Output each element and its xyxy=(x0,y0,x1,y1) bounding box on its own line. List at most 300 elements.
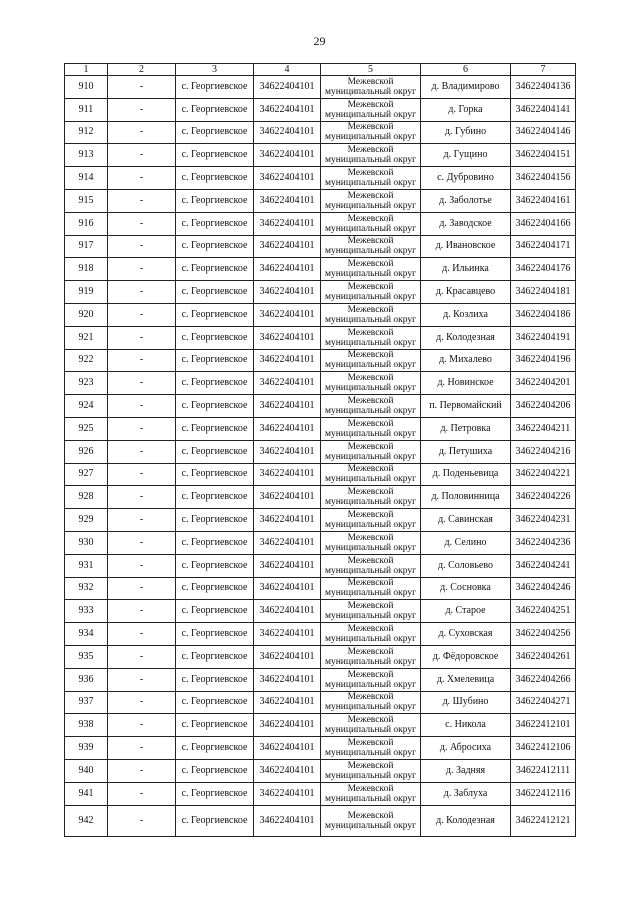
table-row xyxy=(65,645,576,668)
locality-cell: д. Селино xyxy=(421,531,511,554)
settlement-center-cell: с. Георгиевское xyxy=(176,668,254,691)
oktmo-center-cell: 34622404101 xyxy=(254,417,321,440)
municipality-type: муниципальный округ xyxy=(324,360,417,371)
settlement-center-cell: с. Георгиевское xyxy=(176,167,254,190)
oktmo-locality-cell: 34622412116 xyxy=(511,782,576,805)
municipality-cell xyxy=(321,121,421,144)
row-number-cell: 927 xyxy=(65,463,108,486)
settlement-center-cell: с. Георгиевское xyxy=(176,189,254,212)
header-row xyxy=(65,64,576,76)
column-header: 1 xyxy=(65,64,108,76)
table-row xyxy=(65,737,576,760)
locality-cell: д. Половинница xyxy=(421,486,511,509)
municipality-type: муниципальный округ xyxy=(324,451,417,462)
dash-cell: - xyxy=(108,714,176,737)
oktmo-locality-cell: 34622404231 xyxy=(511,509,576,532)
dash-cell: - xyxy=(108,395,176,418)
table-row xyxy=(65,623,576,646)
row-number-cell: 918 xyxy=(65,258,108,281)
oktmo-center-cell: 34622404101 xyxy=(254,554,321,577)
municipality-cell xyxy=(321,509,421,532)
oktmo-locality-cell: 34622404221 xyxy=(511,463,576,486)
oktmo-center-cell: 34622404101 xyxy=(254,349,321,372)
oktmo-locality-cell: 34622404251 xyxy=(511,600,576,623)
dash-cell: - xyxy=(108,691,176,714)
oktmo-center-cell: 34622404101 xyxy=(254,645,321,668)
municipality-type: муниципальный округ xyxy=(324,383,417,394)
locality-cell: д. Фёдоровское xyxy=(421,645,511,668)
municipality-cell xyxy=(321,554,421,577)
locality-cell: д. Красавцево xyxy=(421,281,511,304)
dash-cell: - xyxy=(108,645,176,668)
dash-cell: - xyxy=(108,167,176,190)
municipality-cell xyxy=(321,623,421,646)
locality-cell: д. Козлиха xyxy=(421,303,511,326)
table-row xyxy=(65,76,576,99)
row-number-cell: 912 xyxy=(65,121,108,144)
page-number: 29 xyxy=(313,34,326,48)
table-row xyxy=(65,372,576,395)
municipality-type: муниципальный округ xyxy=(324,679,417,690)
municipality-type: муниципальный округ xyxy=(324,428,417,439)
municipality-name: Межевской xyxy=(347,168,394,179)
municipality-cell xyxy=(321,167,421,190)
municipality-type: муниципальный округ xyxy=(324,520,417,531)
municipality-cell xyxy=(321,577,421,600)
oktmo-locality-cell: 34622404196 xyxy=(511,349,576,372)
oktmo-locality-cell: 34622404266 xyxy=(511,668,576,691)
municipality-type: муниципальный округ xyxy=(324,588,417,599)
row-number-cell: 924 xyxy=(65,395,108,418)
municipality-cell xyxy=(321,212,421,235)
oktmo-center-cell: 34622404101 xyxy=(254,623,321,646)
municipality-type: муниципальный округ xyxy=(324,702,417,713)
oktmo-locality-cell: 34622404151 xyxy=(511,144,576,167)
municipality-name: Межевской xyxy=(347,532,394,543)
oktmo-center-cell: 34622404101 xyxy=(254,303,321,326)
municipality-name: Межевской xyxy=(347,783,394,794)
dash-cell: - xyxy=(108,782,176,805)
dash-cell: - xyxy=(108,235,176,258)
municipality-name: Межевской xyxy=(347,396,394,407)
municipality-cell xyxy=(321,417,421,440)
dash-cell: - xyxy=(108,372,176,395)
municipality-type: муниципальный округ xyxy=(324,474,417,485)
municipality-name: Межевской xyxy=(347,76,394,87)
municipality-type: муниципальный округ xyxy=(324,497,417,508)
row-number-cell: 910 xyxy=(65,76,108,99)
settlement-center-cell: с. Георгиевское xyxy=(176,600,254,623)
municipality-type: муниципальный округ xyxy=(324,725,417,736)
table-row xyxy=(65,189,576,212)
municipality-type: муниципальный округ xyxy=(324,269,417,280)
oktmo-locality-cell: 34622404161 xyxy=(511,189,576,212)
row-number-cell: 928 xyxy=(65,486,108,509)
oktmo-locality-cell: 34622404171 xyxy=(511,235,576,258)
dash-cell: - xyxy=(108,486,176,509)
municipality-cell xyxy=(321,349,421,372)
row-number-cell: 931 xyxy=(65,554,108,577)
oktmo-center-cell: 34622404101 xyxy=(254,144,321,167)
dash-cell: - xyxy=(108,76,176,99)
oktmo-locality-cell: 34622404201 xyxy=(511,372,576,395)
settlement-center-cell: с. Георгиевское xyxy=(176,76,254,99)
column-header: 3 xyxy=(176,64,254,76)
dash-cell: - xyxy=(108,281,176,304)
municipality-cell xyxy=(321,440,421,463)
settlement-table xyxy=(64,63,576,837)
table-row xyxy=(65,417,576,440)
row-number-cell: 914 xyxy=(65,167,108,190)
table-row xyxy=(65,509,576,532)
column-header: 6 xyxy=(421,64,511,76)
row-number-cell: 937 xyxy=(65,691,108,714)
oktmo-center-cell: 34622404101 xyxy=(254,509,321,532)
oktmo-center-cell: 34622404101 xyxy=(254,714,321,737)
locality-cell: д. Задняя xyxy=(421,759,511,782)
municipality-cell xyxy=(321,805,421,836)
settlement-center-cell: с. Георгиевское xyxy=(176,235,254,258)
locality-cell: д. Суховская xyxy=(421,623,511,646)
table-row xyxy=(65,668,576,691)
municipality-cell xyxy=(321,645,421,668)
locality-cell: д. Абросиха xyxy=(421,737,511,760)
locality-cell: д. Ильинка xyxy=(421,258,511,281)
settlement-center-cell: с. Георгиевское xyxy=(176,144,254,167)
table-row xyxy=(65,440,576,463)
row-number-cell: 926 xyxy=(65,440,108,463)
oktmo-center-cell: 34622404101 xyxy=(254,737,321,760)
municipality-cell xyxy=(321,144,421,167)
oktmo-locality-cell: 34622404136 xyxy=(511,76,576,99)
row-number-cell: 933 xyxy=(65,600,108,623)
table-row xyxy=(65,714,576,737)
row-number-cell: 925 xyxy=(65,417,108,440)
table-row xyxy=(65,805,576,836)
locality-cell: д. Горка xyxy=(421,98,511,121)
municipality-type: муниципальный округ xyxy=(324,406,417,417)
municipality-cell xyxy=(321,395,421,418)
municipality-name: Межевской xyxy=(347,304,394,315)
row-number-cell: 923 xyxy=(65,372,108,395)
table-row xyxy=(65,691,576,714)
oktmo-locality-cell: 34622404261 xyxy=(511,645,576,668)
municipality-cell xyxy=(321,372,421,395)
oktmo-center-cell: 34622404101 xyxy=(254,782,321,805)
settlement-center-cell: с. Георгиевское xyxy=(176,554,254,577)
table-row xyxy=(65,486,576,509)
row-number-cell: 922 xyxy=(65,349,108,372)
municipality-cell xyxy=(321,98,421,121)
municipality-type: муниципальный округ xyxy=(324,611,417,622)
dash-cell: - xyxy=(108,509,176,532)
municipality-name: Межевской xyxy=(347,99,394,110)
settlement-center-cell: с. Георгиевское xyxy=(176,531,254,554)
table-row xyxy=(65,349,576,372)
locality-cell: д. Соловьево xyxy=(421,554,511,577)
oktmo-center-cell: 34622404101 xyxy=(254,167,321,190)
municipality-type: муниципальный округ xyxy=(324,793,417,804)
settlement-center-cell: с. Георгиевское xyxy=(176,623,254,646)
municipality-type: муниципальный округ xyxy=(324,109,417,120)
oktmo-center-cell: 34622404101 xyxy=(254,805,321,836)
dash-cell: - xyxy=(108,577,176,600)
dash-cell: - xyxy=(108,531,176,554)
locality-cell: д. Петровка xyxy=(421,417,511,440)
municipality-type: муниципальный округ xyxy=(324,223,417,234)
settlement-center-cell: с. Георгиевское xyxy=(176,805,254,836)
settlement-center-cell: с. Георгиевское xyxy=(176,486,254,509)
oktmo-locality-cell: 34622404191 xyxy=(511,326,576,349)
table-row xyxy=(65,303,576,326)
municipality-type: муниципальный округ xyxy=(324,748,417,758)
locality-cell: д. Михалево xyxy=(421,349,511,372)
municipality-name: Межевской xyxy=(347,601,394,612)
table-row xyxy=(65,782,576,805)
column-header: 7 xyxy=(511,64,576,76)
locality-cell: д. Ивановское xyxy=(421,235,511,258)
row-number-cell: 936 xyxy=(65,668,108,691)
row-number-cell: 939 xyxy=(65,737,108,760)
municipality-name: Межевской xyxy=(347,418,394,429)
row-number-cell: 940 xyxy=(65,759,108,782)
municipality-cell xyxy=(321,326,421,349)
row-number-cell: 921 xyxy=(65,326,108,349)
oktmo-center-cell: 34622404101 xyxy=(254,258,321,281)
oktmo-center-cell: 34622404101 xyxy=(254,600,321,623)
municipality-name: Межевской xyxy=(347,578,394,589)
table-row xyxy=(65,212,576,235)
oktmo-locality-cell: 34622404256 xyxy=(511,623,576,646)
oktmo-locality-cell: 34622404181 xyxy=(511,281,576,304)
settlement-center-cell: с. Георгиевское xyxy=(176,714,254,737)
locality-cell: д. Поденьевица xyxy=(421,463,511,486)
settlement-center-cell: с. Георгиевское xyxy=(176,463,254,486)
municipality-cell xyxy=(321,782,421,805)
oktmo-locality-cell: 34622404241 xyxy=(511,554,576,577)
dash-cell: - xyxy=(108,759,176,782)
settlement-center-cell: с. Георгиевское xyxy=(176,759,254,782)
oktmo-center-cell: 34622404101 xyxy=(254,76,321,99)
oktmo-center-cell: 34622404101 xyxy=(254,235,321,258)
oktmo-locality-cell: 34622412111 xyxy=(511,759,576,782)
dash-cell: - xyxy=(108,600,176,623)
settlement-center-cell: с. Георгиевское xyxy=(176,782,254,805)
dash-cell: - xyxy=(108,737,176,760)
municipality-type: муниципальный округ xyxy=(324,200,417,211)
locality-cell: д. Гущино xyxy=(421,144,511,167)
table-row xyxy=(65,554,576,577)
table-row xyxy=(65,759,576,782)
municipality-cell xyxy=(321,759,421,782)
municipality-type: муниципальный округ xyxy=(324,246,417,257)
oktmo-locality-cell: 34622404141 xyxy=(511,98,576,121)
oktmo-center-cell: 34622404101 xyxy=(254,98,321,121)
municipality-cell xyxy=(321,189,421,212)
oktmo-center-cell: 34622404101 xyxy=(254,668,321,691)
row-number-cell: 941 xyxy=(65,782,108,805)
municipality-cell xyxy=(321,303,421,326)
locality-cell: д. Петушиха xyxy=(421,440,511,463)
oktmo-locality-cell: 34622404206 xyxy=(511,395,576,418)
oktmo-center-cell: 34622404101 xyxy=(254,463,321,486)
dash-cell: - xyxy=(108,121,176,144)
oktmo-locality-cell: 34622412106 xyxy=(511,737,576,760)
dash-cell: - xyxy=(108,258,176,281)
locality-cell: д. Сосновка xyxy=(421,577,511,600)
municipality-cell xyxy=(321,258,421,281)
municipality-name: Межевской xyxy=(347,692,394,703)
locality-cell: д. Хмелевица xyxy=(421,668,511,691)
dash-cell: - xyxy=(108,463,176,486)
municipality-type: муниципальный округ xyxy=(324,155,417,166)
settlement-center-cell: с. Георгиевское xyxy=(176,121,254,144)
table-row xyxy=(65,600,576,623)
municipality-name: Межевской xyxy=(347,810,394,821)
locality-cell: д. Шубино xyxy=(421,691,511,714)
table-row xyxy=(65,463,576,486)
municipality-name: Межевской xyxy=(347,122,394,133)
municipality-cell xyxy=(321,668,421,691)
settlement-center-cell: с. Георгиевское xyxy=(176,326,254,349)
dash-cell: - xyxy=(108,303,176,326)
settlement-center-cell: с. Георгиевское xyxy=(176,258,254,281)
municipality-type: муниципальный округ xyxy=(324,337,417,348)
row-number-cell: 919 xyxy=(65,281,108,304)
oktmo-locality-cell: 34622404226 xyxy=(511,486,576,509)
oktmo-locality-cell: 34622404166 xyxy=(511,212,576,235)
oktmo-locality-cell: 34622404211 xyxy=(511,417,576,440)
table-row xyxy=(65,326,576,349)
table-row xyxy=(65,395,576,418)
municipality-name: Межевской xyxy=(347,510,394,521)
row-number-cell: 917 xyxy=(65,235,108,258)
dash-cell: - xyxy=(108,440,176,463)
dash-cell: - xyxy=(108,349,176,372)
row-number-cell: 929 xyxy=(65,509,108,532)
dash-cell: - xyxy=(108,417,176,440)
row-number-cell: 932 xyxy=(65,577,108,600)
municipality-type: муниципальный округ xyxy=(324,132,417,143)
table-row xyxy=(65,144,576,167)
municipality-name: Межевской xyxy=(347,646,394,657)
table-row xyxy=(65,235,576,258)
municipality-cell xyxy=(321,463,421,486)
municipality-name: Межевской xyxy=(347,236,394,247)
settlement-center-cell: с. Георгиевское xyxy=(176,645,254,668)
municipality-name: Межевской xyxy=(347,373,394,384)
municipality-name: Межевской xyxy=(347,441,394,452)
oktmo-center-cell: 34622404101 xyxy=(254,531,321,554)
locality-cell: д. Заболотье xyxy=(421,189,511,212)
row-number-cell: 942 xyxy=(65,805,108,836)
oktmo-center-cell: 34622404101 xyxy=(254,121,321,144)
oktmo-locality-cell: 34622404236 xyxy=(511,531,576,554)
oktmo-locality-cell: 34622404271 xyxy=(511,691,576,714)
column-header: 2 xyxy=(108,64,176,76)
settlement-center-cell: с. Георгиевское xyxy=(176,303,254,326)
oktmo-center-cell: 34622404101 xyxy=(254,759,321,782)
oktmo-center-cell: 34622404101 xyxy=(254,440,321,463)
municipality-type: муниципальный округ xyxy=(324,656,417,667)
municipality-name: Межевской xyxy=(347,145,394,156)
table-row xyxy=(65,121,576,144)
municipality-name: Межевской xyxy=(347,213,394,224)
table-row xyxy=(65,258,576,281)
locality-cell: д. Заблуха xyxy=(421,782,511,805)
municipality-name: Межевской xyxy=(347,350,394,361)
municipality-cell xyxy=(321,281,421,304)
oktmo-center-cell: 34622404101 xyxy=(254,189,321,212)
oktmo-center-cell: 34622404101 xyxy=(254,395,321,418)
oktmo-locality-cell: 34622404186 xyxy=(511,303,576,326)
dash-cell: - xyxy=(108,144,176,167)
municipality-name: Межевской xyxy=(347,464,394,475)
dash-cell: - xyxy=(108,668,176,691)
table-body xyxy=(65,76,576,837)
municipality-type: муниципальный округ xyxy=(324,634,417,645)
municipality-cell xyxy=(321,737,421,760)
dash-cell: - xyxy=(108,554,176,577)
table-row xyxy=(65,281,576,304)
municipality-cell xyxy=(321,600,421,623)
municipality-cell xyxy=(321,714,421,737)
municipality-type: муниципальный округ xyxy=(324,820,417,831)
municipality-type: муниципальный округ xyxy=(324,770,417,781)
oktmo-center-cell: 34622404101 xyxy=(254,577,321,600)
dash-cell: - xyxy=(108,212,176,235)
settlement-center-cell: с. Георгиевское xyxy=(176,417,254,440)
settlement-center-cell: с. Георгиевское xyxy=(176,737,254,760)
settlement-center-cell: с. Георгиевское xyxy=(176,349,254,372)
municipality-cell xyxy=(321,531,421,554)
row-number-cell: 911 xyxy=(65,98,108,121)
locality-cell: д. Губино xyxy=(421,121,511,144)
dash-cell: - xyxy=(108,326,176,349)
municipality-name: Межевской xyxy=(347,555,394,566)
dash-cell: - xyxy=(108,189,176,212)
dash-cell: - xyxy=(108,623,176,646)
municipality-cell xyxy=(321,76,421,99)
municipality-name: Межевской xyxy=(347,259,394,270)
settlement-center-cell: с. Георгиевское xyxy=(176,577,254,600)
oktmo-locality-cell: 34622412101 xyxy=(511,714,576,737)
locality-cell: д. Новинское xyxy=(421,372,511,395)
oktmo-locality-cell: 34622404146 xyxy=(511,121,576,144)
settlement-center-cell: с. Георгиевское xyxy=(176,281,254,304)
municipality-cell xyxy=(321,486,421,509)
municipality-name: Межевской xyxy=(347,327,394,338)
municipality-name: Межевской xyxy=(347,282,394,293)
municipality-name: Межевской xyxy=(347,190,394,201)
municipality-type: муниципальный округ xyxy=(324,178,417,189)
oktmo-center-cell: 34622404101 xyxy=(254,281,321,304)
settlement-center-cell: с. Георгиевское xyxy=(176,212,254,235)
row-number-cell: 916 xyxy=(65,212,108,235)
locality-cell: п. Первомайский xyxy=(421,395,511,418)
oktmo-locality-cell: 34622404156 xyxy=(511,167,576,190)
oktmo-locality-cell: 34622404176 xyxy=(511,258,576,281)
table-row xyxy=(65,167,576,190)
oktmo-center-cell: 34622404101 xyxy=(254,691,321,714)
table-row xyxy=(65,577,576,600)
settlement-center-cell: с. Георгиевское xyxy=(176,691,254,714)
municipality-name: Межевской xyxy=(347,487,394,498)
locality-cell: д. Савинская xyxy=(421,509,511,532)
municipality-cell xyxy=(321,691,421,714)
oktmo-locality-cell: 34622412121 xyxy=(511,805,576,836)
settlement-center-cell: с. Георгиевское xyxy=(176,395,254,418)
